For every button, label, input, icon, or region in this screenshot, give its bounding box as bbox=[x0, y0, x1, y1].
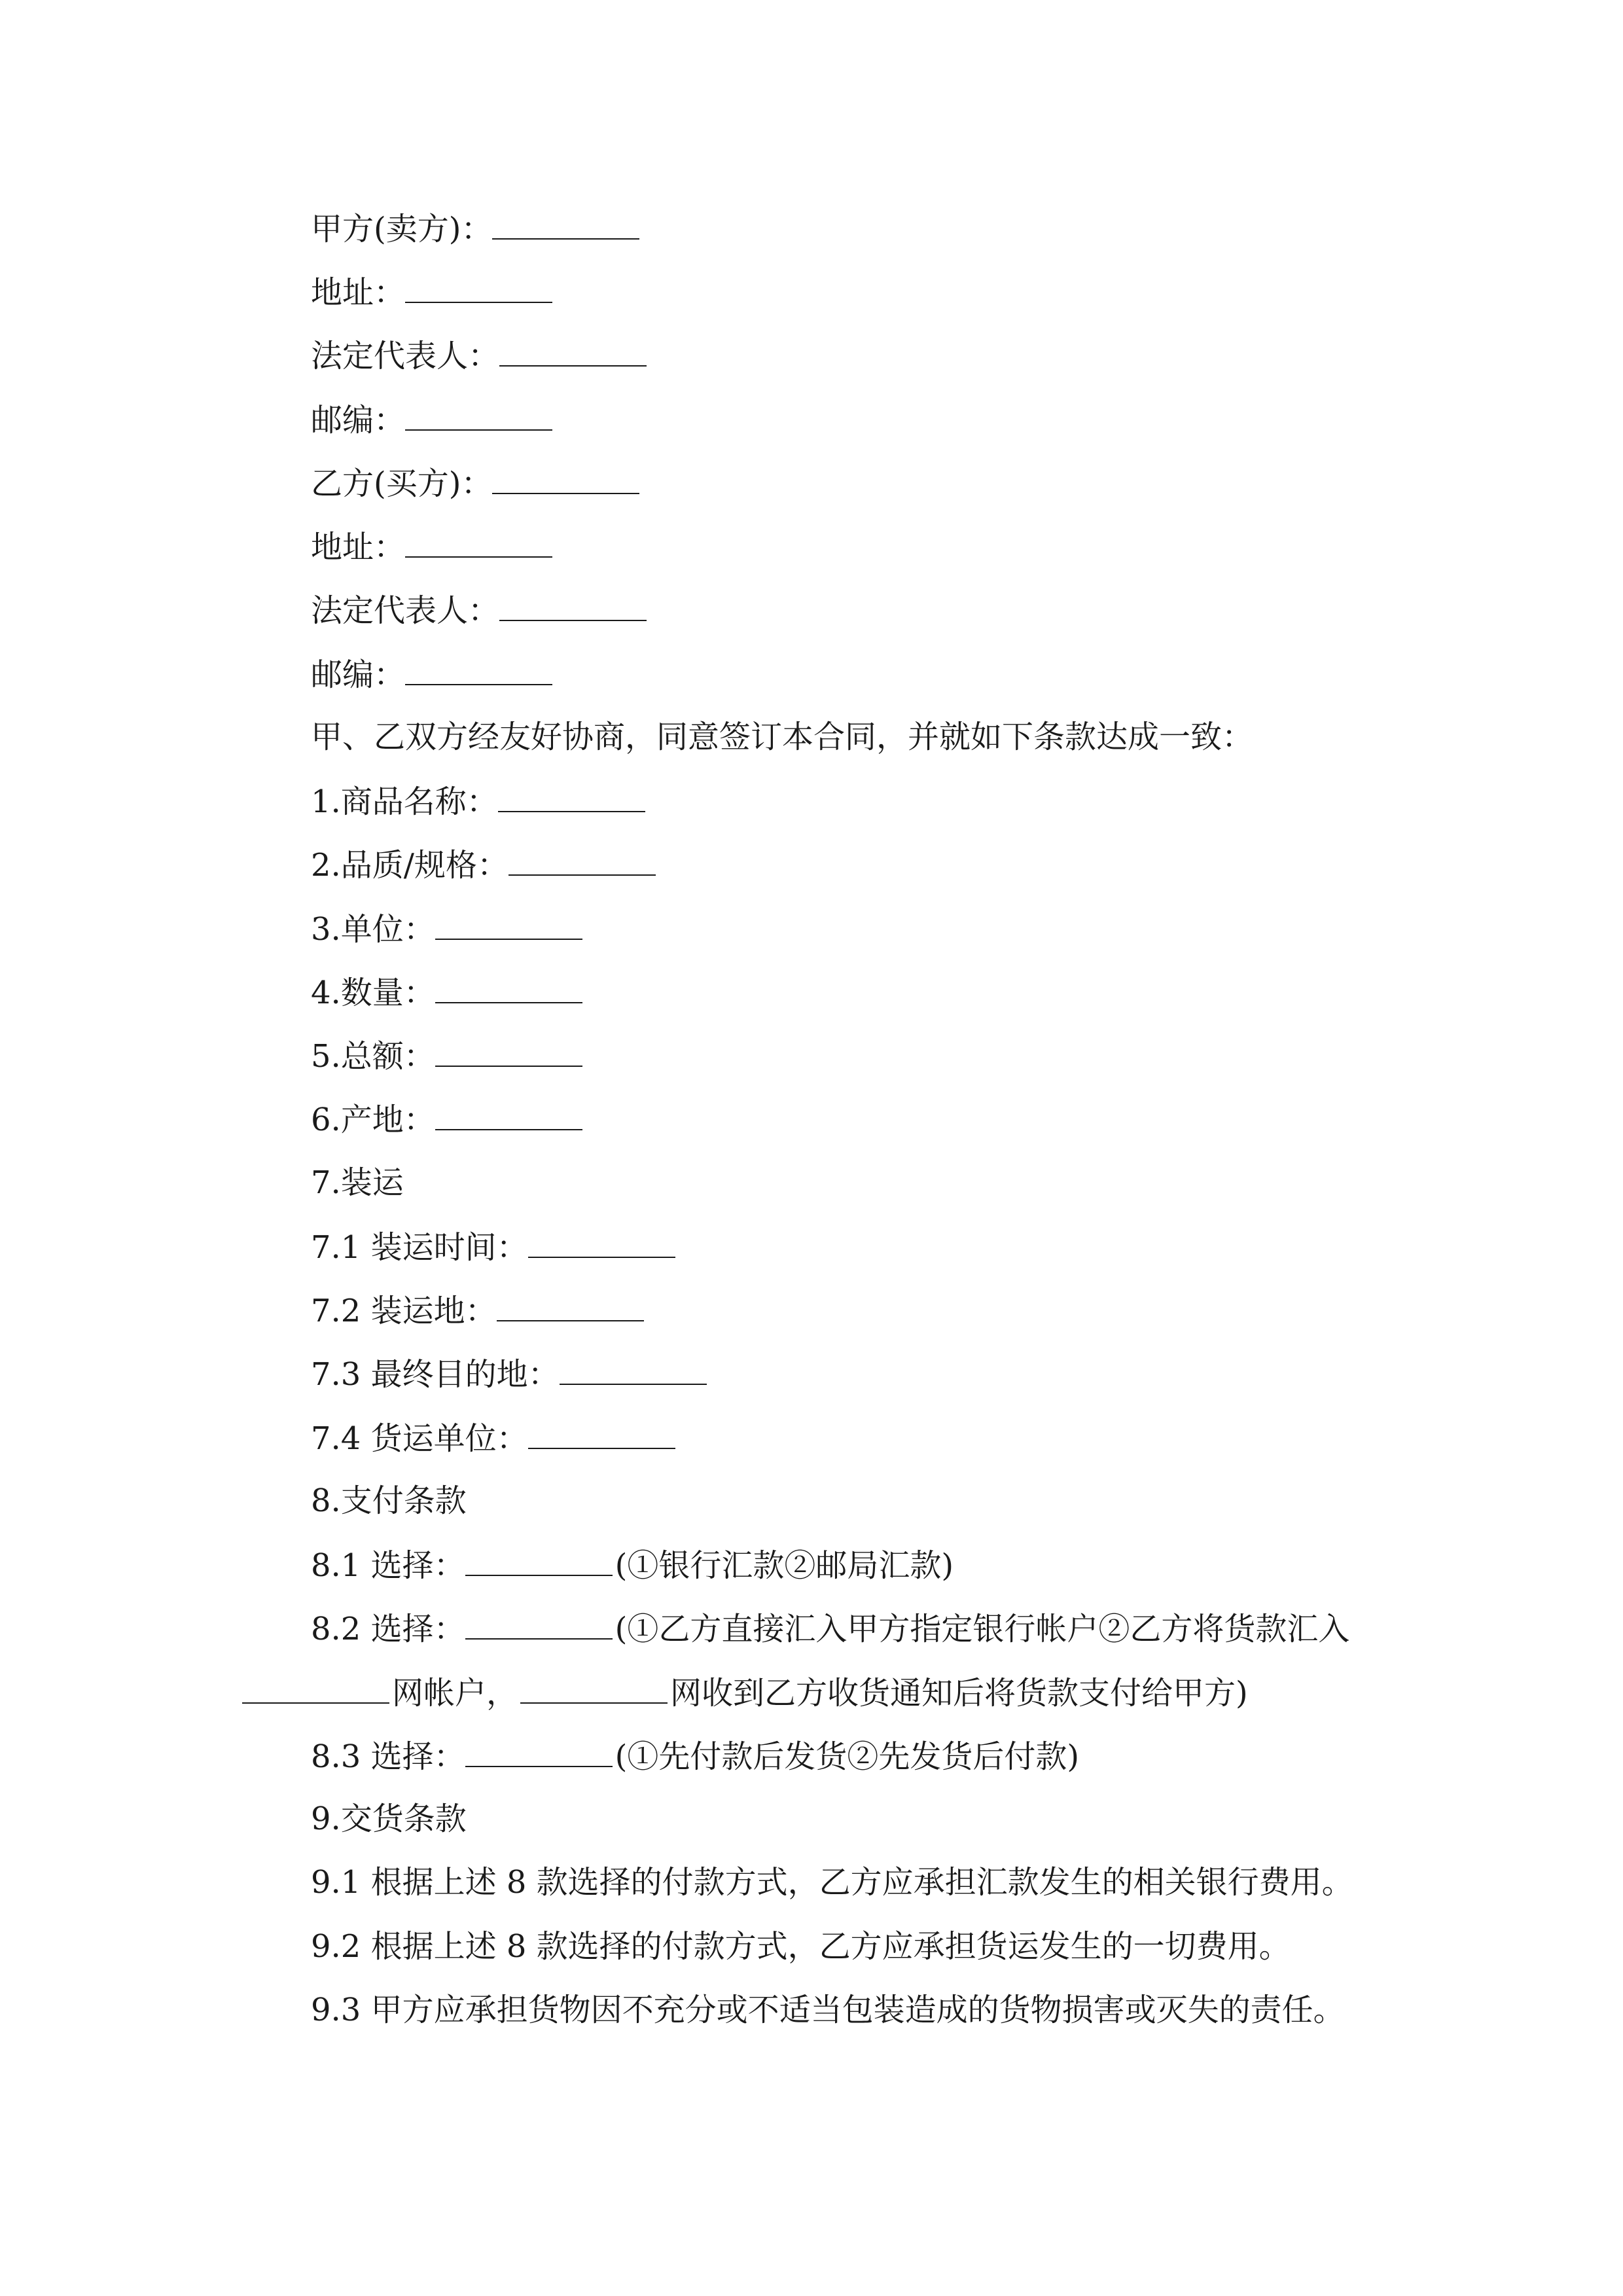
field-label: 4.数量： bbox=[311, 975, 435, 1011]
field-label: 2.品质/规格： bbox=[311, 847, 508, 884]
field-label: 7.2 装运地： bbox=[311, 1293, 497, 1329]
seller-address-line bbox=[311, 265, 555, 317]
clause-delivery-freight-costs: 9.2 根据上述 8 款选择的付款方式，乙方应承担货运发生的一切费用。 bbox=[311, 1928, 1291, 1965]
blank-field[interactable] bbox=[242, 1666, 389, 1704]
field-label: 法定代表人： bbox=[311, 592, 500, 629]
blank-field[interactable] bbox=[492, 202, 639, 240]
field-label: 地址： bbox=[311, 529, 406, 565]
blank-field[interactable] bbox=[465, 1602, 613, 1640]
blank-field[interactable] bbox=[528, 1411, 675, 1449]
buyer-party-line bbox=[311, 456, 642, 509]
blank-field[interactable] bbox=[465, 1729, 613, 1767]
blank-field[interactable] bbox=[492, 456, 639, 494]
field-label: 甲方(卖方)： bbox=[311, 211, 493, 247]
seller-postcode-line bbox=[311, 393, 555, 445]
clause-payment-route bbox=[311, 1602, 1349, 1654]
blank-field[interactable] bbox=[435, 1029, 582, 1067]
agreement-intro: 甲、乙双方经友好协商，同意签订本合同，并就如下条款达成一致： bbox=[311, 719, 1254, 755]
blank-field[interactable] bbox=[435, 965, 582, 1003]
continuation-text: 网帐户， bbox=[392, 1675, 518, 1712]
field-label: 8.3 选择： bbox=[311, 1738, 465, 1775]
clause-payment-timing bbox=[311, 1729, 1079, 1782]
clause-payment-method bbox=[311, 1538, 954, 1590]
clause-payment-route-continued bbox=[242, 1666, 1248, 1718]
section-payment-heading: 8.支付条款 bbox=[311, 1482, 467, 1519]
seller-representative-line bbox=[311, 329, 649, 381]
blank-field[interactable] bbox=[405, 520, 552, 558]
blank-field[interactable] bbox=[499, 583, 647, 621]
clause-carrier bbox=[311, 1411, 678, 1463]
field-label: 8.2 选择： bbox=[311, 1611, 465, 1647]
blank-field[interactable] bbox=[560, 1347, 707, 1385]
option-text: (①先付款后发货②先发货后付款) bbox=[615, 1738, 1080, 1775]
field-label: 邮编： bbox=[311, 656, 406, 693]
option-text: (①银行汇款②邮局汇款) bbox=[615, 1547, 954, 1584]
seller-party-line bbox=[311, 202, 642, 254]
section-shipment-heading: 7.装运 bbox=[311, 1164, 404, 1201]
blank-field[interactable] bbox=[435, 902, 582, 940]
field-label: 8.1 选择： bbox=[311, 1547, 465, 1584]
clause-product-name bbox=[311, 774, 648, 827]
field-label: 1.商品名称： bbox=[311, 783, 498, 820]
clause-delivery-bank-fees: 9.1 根据上述 8 款选择的付款方式，乙方应承担汇款发生的相关银行费用。 bbox=[311, 1864, 1353, 1901]
buyer-representative-line bbox=[311, 583, 649, 636]
blank-field[interactable] bbox=[435, 1092, 582, 1130]
blank-field[interactable] bbox=[405, 265, 552, 303]
field-label: 邮编： bbox=[311, 402, 406, 439]
blank-field[interactable] bbox=[465, 1538, 613, 1576]
field-label: 7.4 货运单位： bbox=[311, 1420, 528, 1457]
field-label: 7.1 装运时间： bbox=[311, 1229, 528, 1266]
blank-field[interactable] bbox=[497, 1283, 644, 1321]
clause-total-amount bbox=[311, 1029, 585, 1081]
clause-quality-spec bbox=[311, 838, 658, 890]
section-delivery-heading: 9.交货条款 bbox=[311, 1801, 467, 1837]
field-label: 7.3 最终目的地： bbox=[311, 1356, 560, 1393]
clause-unit bbox=[311, 902, 585, 954]
clause-quantity bbox=[311, 965, 585, 1018]
field-label: 乙方(买方)： bbox=[311, 465, 493, 502]
clause-delivery-packaging-liability: 9.3 甲方应承担货物因不充分或不适当包装造成的货物损害或灭失的责任。 bbox=[311, 1992, 1345, 2028]
blank-field[interactable] bbox=[520, 1666, 668, 1704]
blank-field[interactable] bbox=[528, 1220, 675, 1258]
field-label: 3.单位： bbox=[311, 911, 435, 948]
buyer-postcode-line bbox=[311, 647, 555, 700]
field-label: 6.产地： bbox=[311, 1102, 435, 1138]
continuation-text: 网收到乙方收货通知后将货款支付给甲方) bbox=[670, 1675, 1248, 1712]
clause-final-destination bbox=[311, 1347, 709, 1399]
option-text: (①乙方直接汇入甲方指定银行帐户②乙方将货款汇入 bbox=[615, 1611, 1350, 1647]
blank-field[interactable] bbox=[508, 838, 656, 876]
clause-shipment-time bbox=[311, 1220, 678, 1272]
blank-field[interactable] bbox=[405, 647, 552, 685]
field-label: 法定代表人： bbox=[311, 338, 500, 374]
blank-field[interactable] bbox=[499, 329, 647, 367]
blank-field[interactable] bbox=[405, 393, 552, 431]
buyer-address-line bbox=[311, 520, 555, 572]
clause-origin bbox=[311, 1092, 585, 1145]
clause-shipment-place bbox=[311, 1283, 647, 1336]
field-label: 5.总额： bbox=[311, 1038, 435, 1075]
field-label: 地址： bbox=[311, 274, 406, 311]
blank-field[interactable] bbox=[498, 774, 645, 812]
